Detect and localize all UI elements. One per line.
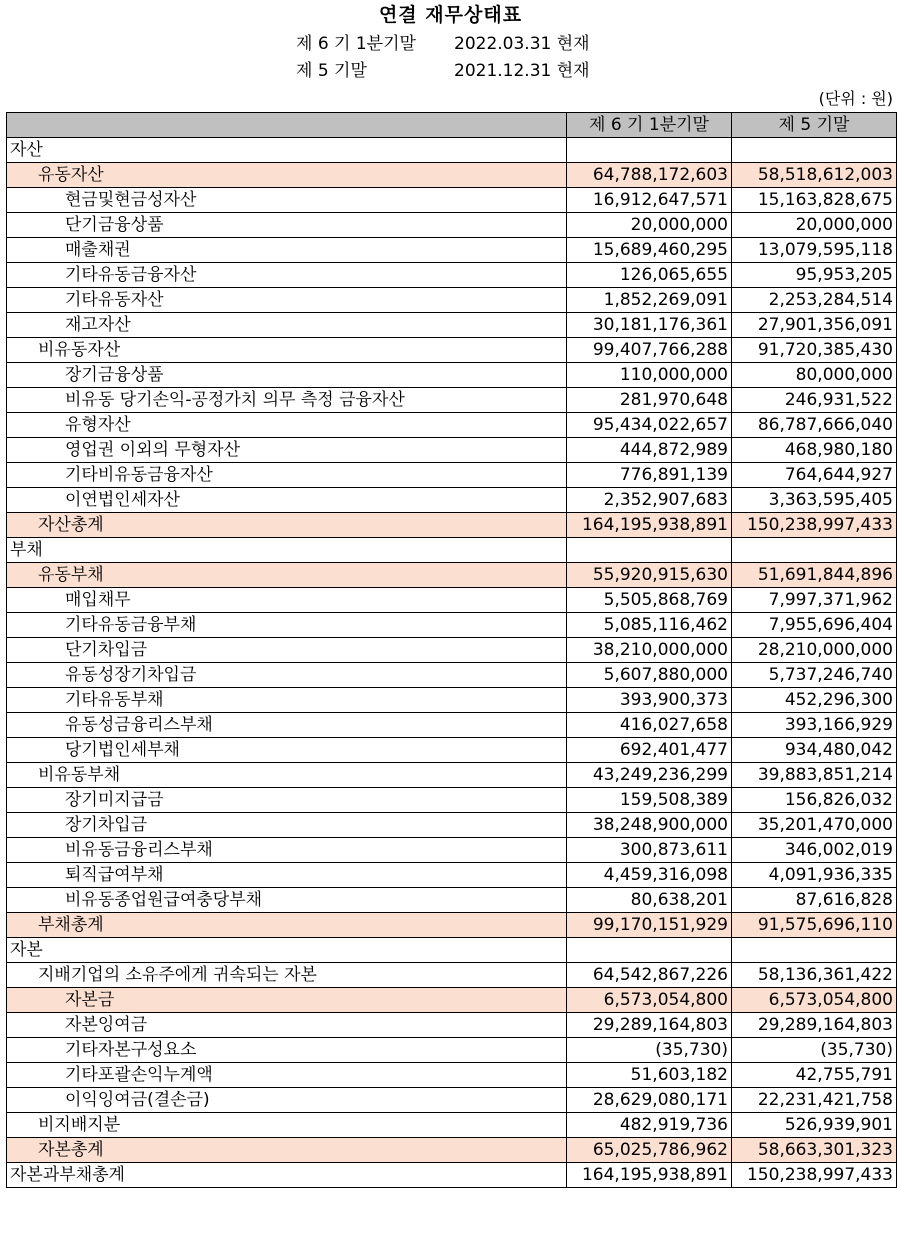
table-row [7, 463, 897, 488]
header-prior-period: 제 5 기말 [732, 113, 897, 138]
current-period-value: 15,689,460,295 [567, 238, 732, 263]
table-row [7, 963, 897, 988]
table-row [7, 863, 897, 888]
prior-period-value: 5,737,246,740 [732, 663, 897, 688]
table-row [7, 738, 897, 763]
header-account [7, 113, 567, 138]
table-row [7, 413, 897, 438]
table-row [7, 263, 897, 288]
current-period-value: (35,730) [567, 1038, 732, 1063]
table-row [7, 1113, 897, 1138]
account-label: 유동자산 [7, 163, 567, 188]
table-row [7, 1063, 897, 1088]
prior-period-value: 22,231,421,758 [732, 1088, 897, 1113]
account-label: 재고자산 [7, 313, 567, 338]
table-row [7, 1138, 897, 1163]
prior-period-value: 58,663,301,323 [732, 1138, 897, 1163]
prior-period-value: 29,289,164,803 [732, 1013, 897, 1038]
account-label: 유형자산 [7, 413, 567, 438]
table-row [7, 188, 897, 213]
table-row [7, 338, 897, 363]
prior-period-value [732, 538, 897, 563]
current-period-value: 64,542,867,226 [567, 963, 732, 988]
statement-title: 연결 재무상태표 [378, 4, 523, 26]
current-period-date: 2022.03.31 현재 [454, 34, 590, 54]
current-period-value [567, 938, 732, 963]
prior-period-value: 58,518,612,003 [732, 163, 897, 188]
account-label: 퇴직급여부채 [7, 863, 567, 888]
table-row [7, 813, 897, 838]
prior-period-value: 764,644,927 [732, 463, 897, 488]
account-label: 비유동자산 [7, 338, 567, 363]
prior-period-value: 91,720,385,430 [732, 338, 897, 363]
prior-period-value: 156,826,032 [732, 788, 897, 813]
account-label: 자산 [7, 138, 567, 163]
table-row [7, 913, 897, 938]
table-row [7, 988, 897, 1013]
prior-period-value: 28,210,000,000 [732, 638, 897, 663]
table-row [7, 1088, 897, 1113]
account-label: 비유동종업원급여충당부채 [7, 888, 567, 913]
account-label: 자본금 [7, 988, 567, 1013]
current-period-value: 281,970,648 [567, 388, 732, 413]
account-label: 단기금융상품 [7, 213, 567, 238]
current-period-value: 43,249,236,299 [567, 763, 732, 788]
balance-sheet-table [6, 112, 897, 1188]
table-row [7, 838, 897, 863]
account-label: 현금및현금성자산 [7, 188, 567, 213]
prior-period-value: 246,931,522 [732, 388, 897, 413]
account-label: 비유동금융리스부채 [7, 838, 567, 863]
current-period-value: 482,919,736 [567, 1113, 732, 1138]
current-period-value: 444,872,989 [567, 438, 732, 463]
account-label: 장기차입금 [7, 813, 567, 838]
table-row [7, 663, 897, 688]
table-row [7, 613, 897, 638]
current-period-value: 110,000,000 [567, 363, 732, 388]
table-header-row [7, 113, 897, 138]
account-label: 매출채권 [7, 238, 567, 263]
current-period-value [567, 138, 732, 163]
prior-period-value: 934,480,042 [732, 738, 897, 763]
current-period-value: 159,508,389 [567, 788, 732, 813]
prior-period-value: 58,136,361,422 [732, 963, 897, 988]
table-row [7, 163, 897, 188]
account-label: 장기금융상품 [7, 363, 567, 388]
current-period-value: 2,352,907,683 [567, 488, 732, 513]
account-label: 유동성장기차입금 [7, 663, 567, 688]
current-period-value: 5,505,868,769 [567, 588, 732, 613]
prior-period-value [732, 938, 897, 963]
account-label: 이익잉여금(결손금) [7, 1088, 567, 1113]
account-label: 기타유동금융자산 [7, 263, 567, 288]
current-period-value: 6,573,054,800 [567, 988, 732, 1013]
account-label: 기타유동금융부채 [7, 613, 567, 638]
account-label: 기타유동부채 [7, 688, 567, 713]
prior-period-value: 2,253,284,514 [732, 288, 897, 313]
prior-period-value: 150,238,997,433 [732, 513, 897, 538]
current-period [296, 32, 590, 56]
table-row [7, 363, 897, 388]
prior-period-value [732, 138, 897, 163]
current-period-value: 51,603,182 [567, 1063, 732, 1088]
prior-period-value: 3,363,595,405 [732, 488, 897, 513]
table-row [7, 538, 897, 563]
current-period-value: 126,065,655 [567, 263, 732, 288]
account-label: 지배기업의 소유주에게 귀속되는 자본 [7, 963, 567, 988]
table-row [7, 213, 897, 238]
current-period-value: 64,788,172,603 [567, 163, 732, 188]
table-row [7, 488, 897, 513]
account-label: 부채 [7, 538, 567, 563]
prior-period-value: 20,000,000 [732, 213, 897, 238]
prior-period-value: (35,730) [732, 1038, 897, 1063]
prior-period-value: 39,883,851,214 [732, 763, 897, 788]
current-period-value: 4,459,316,098 [567, 863, 732, 888]
prior-period-value: 7,997,371,962 [732, 588, 897, 613]
prior-period-value: 150,238,997,433 [732, 1163, 897, 1188]
current-period-value: 164,195,938,891 [567, 513, 732, 538]
account-label: 부채총계 [7, 913, 567, 938]
prior-period-value: 80,000,000 [732, 363, 897, 388]
current-period-value: 776,891,139 [567, 463, 732, 488]
prior-period-value: 87,616,828 [732, 888, 897, 913]
current-period-value: 80,638,201 [567, 888, 732, 913]
account-label: 장기미지급금 [7, 788, 567, 813]
current-period-value: 65,025,786,962 [567, 1138, 732, 1163]
table-row [7, 588, 897, 613]
account-label: 단기차입금 [7, 638, 567, 663]
table-row [7, 438, 897, 463]
table-row [7, 688, 897, 713]
prior-period-value: 468,980,180 [732, 438, 897, 463]
prior-period-value: 15,163,828,675 [732, 188, 897, 213]
header-current-period: 제 6 기 1분기말 [567, 113, 732, 138]
account-label: 기타포괄손익누계액 [7, 1063, 567, 1088]
current-period-value: 164,195,938,891 [567, 1163, 732, 1188]
current-period-value: 416,027,658 [567, 713, 732, 738]
table-row [7, 288, 897, 313]
current-period-value: 38,210,000,000 [567, 638, 732, 663]
account-label: 비유동부채 [7, 763, 567, 788]
current-period-value [567, 538, 732, 563]
prior-period-value: 13,079,595,118 [732, 238, 897, 263]
prior-period-value: 7,955,696,404 [732, 613, 897, 638]
account-label: 당기법인세부채 [7, 738, 567, 763]
account-label: 기타유동자산 [7, 288, 567, 313]
table-row [7, 638, 897, 663]
table-row [7, 1013, 897, 1038]
current-period-value: 99,170,151,929 [567, 913, 732, 938]
prior-period-value: 526,939,901 [732, 1113, 897, 1138]
table-row [7, 513, 897, 538]
table-row [7, 238, 897, 263]
account-label: 기타자본구성요소 [7, 1038, 567, 1063]
current-period-label: 제 6 기 1분기말 [296, 34, 416, 54]
current-period-value: 5,607,880,000 [567, 663, 732, 688]
account-label: 자본잉여금 [7, 1013, 567, 1038]
current-period-value: 95,434,022,657 [567, 413, 732, 438]
current-period-value: 692,401,477 [567, 738, 732, 763]
current-period-value: 393,900,373 [567, 688, 732, 713]
table-row [7, 938, 897, 963]
prior-period-value: 51,691,844,896 [732, 563, 897, 588]
prior-period-value: 95,953,205 [732, 263, 897, 288]
current-period-value: 30,181,176,361 [567, 313, 732, 338]
current-period-value: 20,000,000 [567, 213, 732, 238]
table-row [7, 1038, 897, 1063]
table-row [7, 1163, 897, 1188]
table-row [7, 138, 897, 163]
account-label: 자본총계 [7, 1138, 567, 1163]
prior-period-value: 393,166,929 [732, 713, 897, 738]
account-label: 매입채무 [7, 588, 567, 613]
table-row [7, 388, 897, 413]
account-label: 자산총계 [7, 513, 567, 538]
account-label: 영업권 이외의 무형자산 [7, 438, 567, 463]
current-period-value: 28,629,080,171 [567, 1088, 732, 1113]
prior-period-value: 6,573,054,800 [732, 988, 897, 1013]
account-label: 유동부채 [7, 563, 567, 588]
prior-period-label: 제 5 기말 [296, 61, 367, 81]
prior-period-value: 86,787,666,040 [732, 413, 897, 438]
table-row [7, 788, 897, 813]
current-period-value: 99,407,766,288 [567, 338, 732, 363]
current-period-value: 38,248,900,000 [567, 813, 732, 838]
current-period-value: 29,289,164,803 [567, 1013, 732, 1038]
prior-period-value: 35,201,470,000 [732, 813, 897, 838]
prior-period-value: 452,296,300 [732, 688, 897, 713]
account-label: 유동성금융리스부채 [7, 713, 567, 738]
table-row [7, 888, 897, 913]
account-label: 기타비유동금융자산 [7, 463, 567, 488]
current-period-value: 1,852,269,091 [567, 288, 732, 313]
current-period-value: 16,912,647,571 [567, 188, 732, 213]
table-row [7, 563, 897, 588]
prior-period-value: 346,002,019 [732, 838, 897, 863]
current-period-value: 55,920,915,630 [567, 563, 732, 588]
account-label: 이연법인세자산 [7, 488, 567, 513]
account-label: 비유동 당기손익-공정가치 의무 측정 금융자산 [7, 388, 567, 413]
prior-period-value: 42,755,791 [732, 1063, 897, 1088]
table-row [7, 713, 897, 738]
current-period-value: 300,873,611 [567, 838, 732, 863]
unit-label: (단위 : 원) [818, 89, 893, 108]
current-period-value: 5,085,116,462 [567, 613, 732, 638]
prior-period [296, 59, 590, 83]
table-row [7, 763, 897, 788]
prior-period-value: 27,901,356,091 [732, 313, 897, 338]
account-label: 비지배지분 [7, 1113, 567, 1138]
table-row [7, 313, 897, 338]
account-label: 자본과부채총계 [7, 1163, 567, 1188]
prior-period-value: 4,091,936,335 [732, 863, 897, 888]
account-label: 자본 [7, 938, 567, 963]
prior-period-date: 2021.12.31 현재 [454, 61, 590, 81]
prior-period-value: 91,575,696,110 [732, 913, 897, 938]
